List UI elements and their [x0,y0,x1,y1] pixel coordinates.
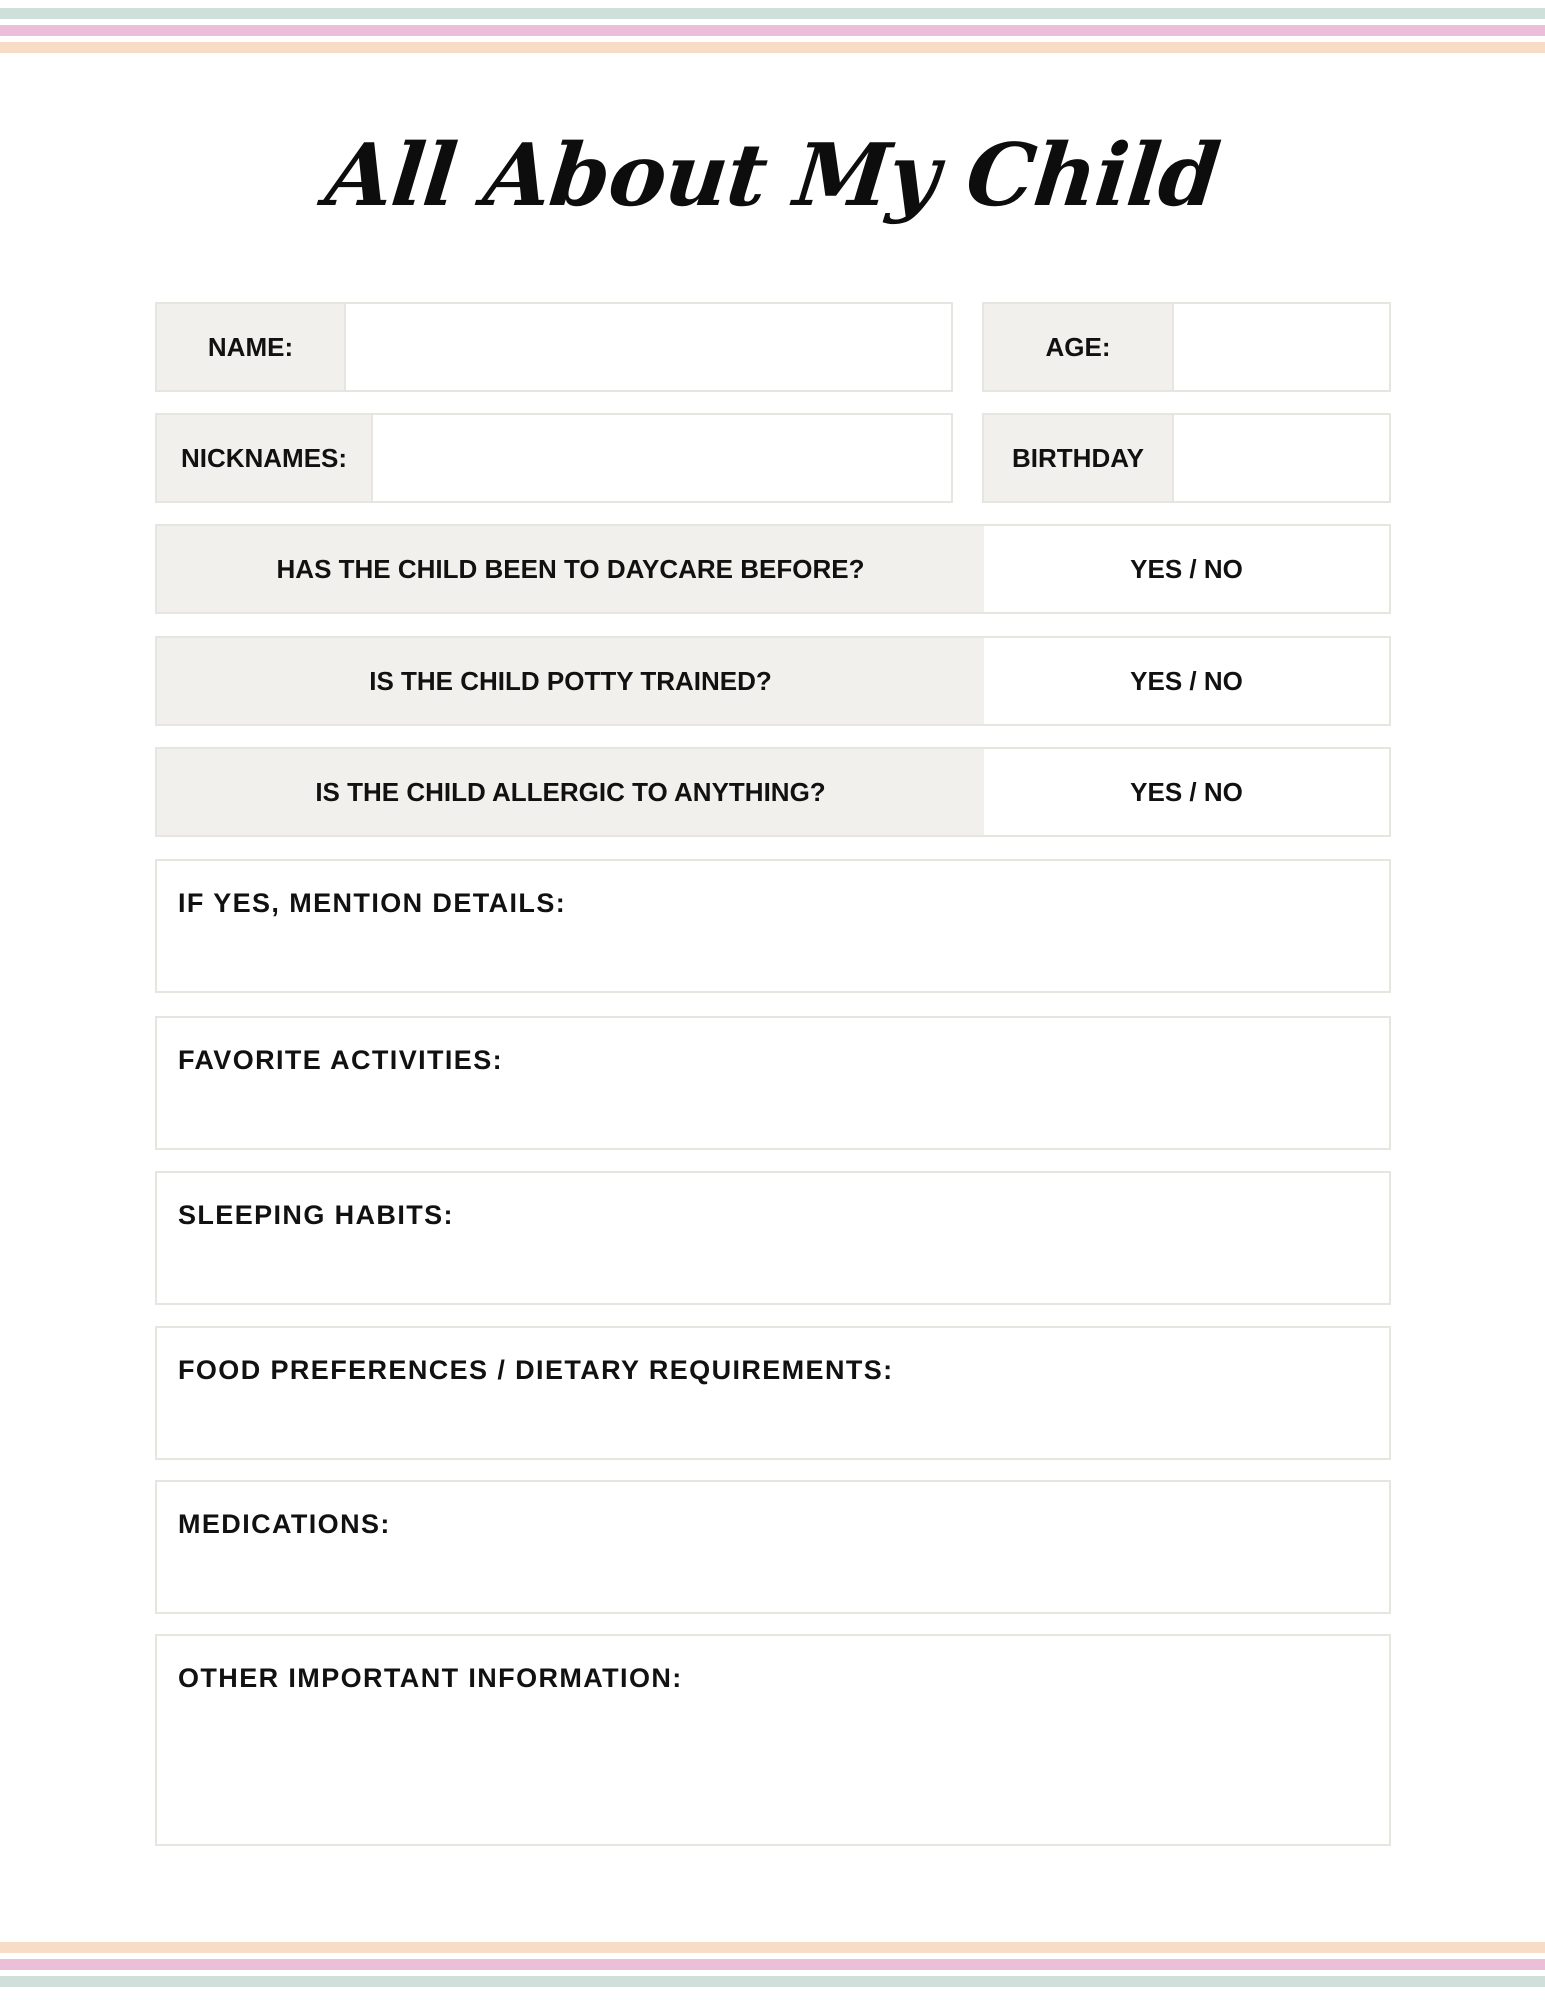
medications-box[interactable] [155,1480,1391,1614]
potty-question-row [155,636,1391,726]
name-field[interactable] [346,304,951,390]
birthday-row [982,413,1391,503]
age-label: AGE: [984,304,1174,390]
daycare-question-row [155,524,1391,614]
allergy-answer[interactable]: YES / NO [984,749,1389,835]
favorite-activities-box[interactable] [155,1016,1391,1150]
top-stripe-teal [0,8,1545,19]
bottom-stripe-pink [0,1959,1545,1970]
potty-question: IS THE CHILD POTTY TRAINED? [157,638,984,724]
top-stripe-peach [0,42,1545,53]
page-title: All About My Child [321,125,1224,226]
nicknames-row [155,413,953,503]
daycare-question: HAS THE CHILD BEEN TO DAYCARE BEFORE? [157,526,984,612]
sleeping-habits-box[interactable] [155,1171,1391,1305]
birthday-field[interactable] [1174,415,1389,501]
bottom-stripe-peach [0,1942,1545,1953]
food-preferences-box[interactable] [155,1326,1391,1460]
potty-answer[interactable]: YES / NO [984,638,1389,724]
top-stripe-pink [0,25,1545,36]
nicknames-label: NICKNAMES: [157,415,373,501]
allergy-details-label: IF YES, MENTION DETAILS: [178,888,567,918]
age-row [982,302,1391,392]
food-preferences-label: FOOD PREFERENCES / DIETARY REQUIREMENTS: [178,1355,894,1385]
name-row [155,302,953,392]
favorite-activities-label: FAVORITE ACTIVITIES: [178,1045,504,1075]
other-information-box[interactable] [155,1634,1391,1846]
sleeping-habits-label: SLEEPING HABITS: [178,1200,454,1230]
medications-label: MEDICATIONS: [178,1509,391,1539]
name-label: NAME: [157,304,346,390]
allergy-question-row [155,747,1391,837]
allergy-question: IS THE CHILD ALLERGIC TO ANYTHING? [157,749,984,835]
allergy-details-box[interactable] [155,859,1391,993]
birthday-label: BIRTHDAY [984,415,1174,501]
nicknames-field[interactable] [373,415,951,501]
age-field[interactable] [1174,304,1389,390]
bottom-stripe-teal [0,1976,1545,1987]
other-information-label: OTHER IMPORTANT INFORMATION: [178,1663,683,1693]
daycare-answer[interactable]: YES / NO [984,526,1389,612]
